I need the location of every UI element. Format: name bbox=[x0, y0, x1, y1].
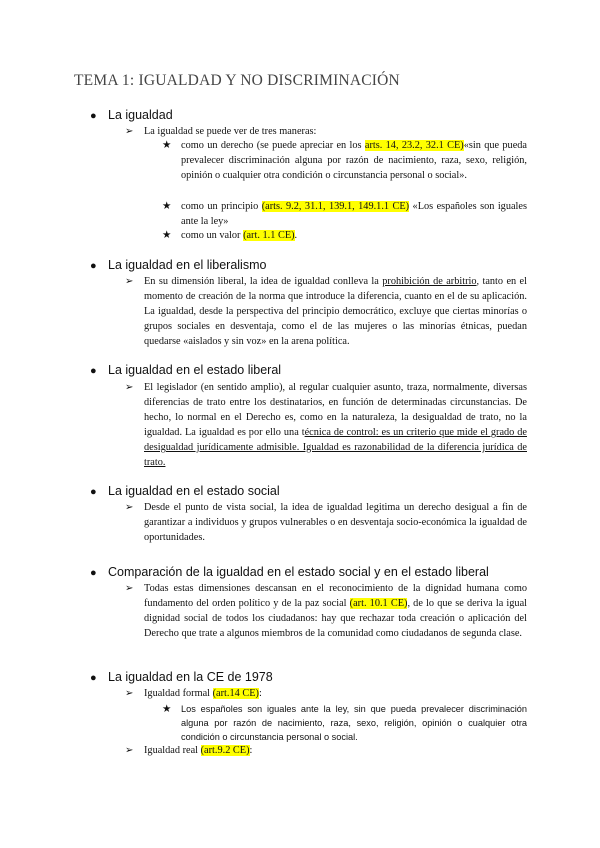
paragraph-comparacion: Todas estas dimensiones descansan en el reconocimiento de la dignidad humana como fundamento del orden político y de la paz social (art. 10.1 CE), de lo que se deriva la igual dignidad social de todos los ciudadanos: hay que rechazar toda creación o aplicación del Derecho que trate a algunos miembros de la comunidad como ciudadanos de segunda clase. bbox=[144, 583, 528, 639]
paragraph-estado-social: Desde el punto de vista social, la idea de igualdad legitima un derecho desigual a fin de garantizar a individuos y grupos vulnerables o en desventaja socio-económica la igualdad de oportunidades. bbox=[144, 502, 527, 543]
bullet-icon: ● bbox=[90, 672, 97, 684]
star-icon: ★ bbox=[162, 201, 172, 212]
section-intro: La igualdad se puede ver de tres maneras: bbox=[144, 126, 317, 137]
star-icon: ★ bbox=[162, 140, 172, 151]
arrow-icon: ➢ bbox=[125, 745, 134, 756]
arrow-icon: ➢ bbox=[125, 583, 134, 594]
section-heading-liberalismo: La igualdad en el liberalismo bbox=[108, 258, 267, 272]
arrow-icon: ➢ bbox=[125, 276, 134, 287]
star-icon: ★ bbox=[162, 230, 172, 241]
bullet-icon: ● bbox=[90, 260, 97, 272]
bullet-icon: ● bbox=[90, 365, 97, 377]
arrow-icon: ➢ bbox=[125, 382, 134, 393]
section-heading-estado-liberal: La igualdad en el estado liberal bbox=[108, 363, 282, 377]
page-title: TEMA 1: IGUALDAD Y NO DISCRIMINACIÓN bbox=[74, 72, 400, 89]
list-item-formal: Los españoles son iguales ante la ley, sin que pueda prevalecer discriminación alguna por razón de nacimiento, raza, sexo, religión, opinión o cualquier otra condición o circunstancia personal o social. bbox=[181, 704, 527, 742]
section-heading-igualdad: La igualdad bbox=[108, 108, 173, 122]
arrow-icon: ➢ bbox=[125, 502, 134, 513]
section-heading-comparacion: Comparación de la igualdad en el estado social y en el estado liberal bbox=[108, 565, 489, 579]
paragraph-estado-liberal: El legislador (en sentido amplio), al regular cualquier asunto, traza, normalmente, diversas diferencias de trato entre los destinatarios, en función de determinadas circunstancias. De hecho, lo normal en el Derecho es, como en la naturaleza, la desigualdad de trato, no la igualdad. La igualdad es por ello una técnica de control: es un criterio que mide el grado de desigualdad jurídicamente admisible. Igualdad es razonabilidad de la diferencia jurídica de trato. bbox=[144, 382, 527, 468]
igualdad-formal-label: Igualdad formal (art.14 CE): bbox=[144, 688, 262, 699]
bullet-icon: ● bbox=[90, 567, 97, 579]
list-item-valor: como un valor (art. 1.1 CE). bbox=[181, 230, 298, 241]
list-item-principio: como un principio (arts. 9.2, 31.1, 139.1, 149.1.1 CE) «Los españoles son iguales ante la ley» bbox=[181, 201, 527, 227]
section-heading-estado-social: La igualdad en el estado social bbox=[108, 484, 280, 498]
star-icon: ★ bbox=[162, 704, 172, 715]
igualdad-real-label: Igualdad real (art.9.2 CE): bbox=[144, 745, 253, 756]
arrow-icon: ➢ bbox=[125, 126, 134, 137]
arrow-icon: ➢ bbox=[125, 688, 134, 699]
paragraph-liberalismo: En su dimensión liberal, la idea de igualdad conlleva la prohibición de arbitrio, tanto en el momento de creación de la norma que introduce la diferencia, cuanto en el de su aplicación. La igualdad, desde la perspectiva del principio democrático, excluye que ciertas minorías o grupos sociales en desventaja, como el de las mujeres o las minorías étnicas, puedan quedarse «aislados y sin voz» en la arena política. bbox=[144, 276, 527, 347]
list-item-derecho: como un derecho (se puede apreciar en los arts. 14, 23.2, 32.1 CE)«sin que pueda prevalecer discriminación alguna por razón de nacimiento, raza, sexo, religión, opinión o cualquier otra condición o circunstancia personal o social». bbox=[181, 140, 527, 181]
section-heading-ce-1978: La igualdad en la CE de 1978 bbox=[108, 670, 273, 684]
bullet-icon: ● bbox=[90, 486, 97, 498]
bullet-icon: ● bbox=[90, 110, 97, 122]
